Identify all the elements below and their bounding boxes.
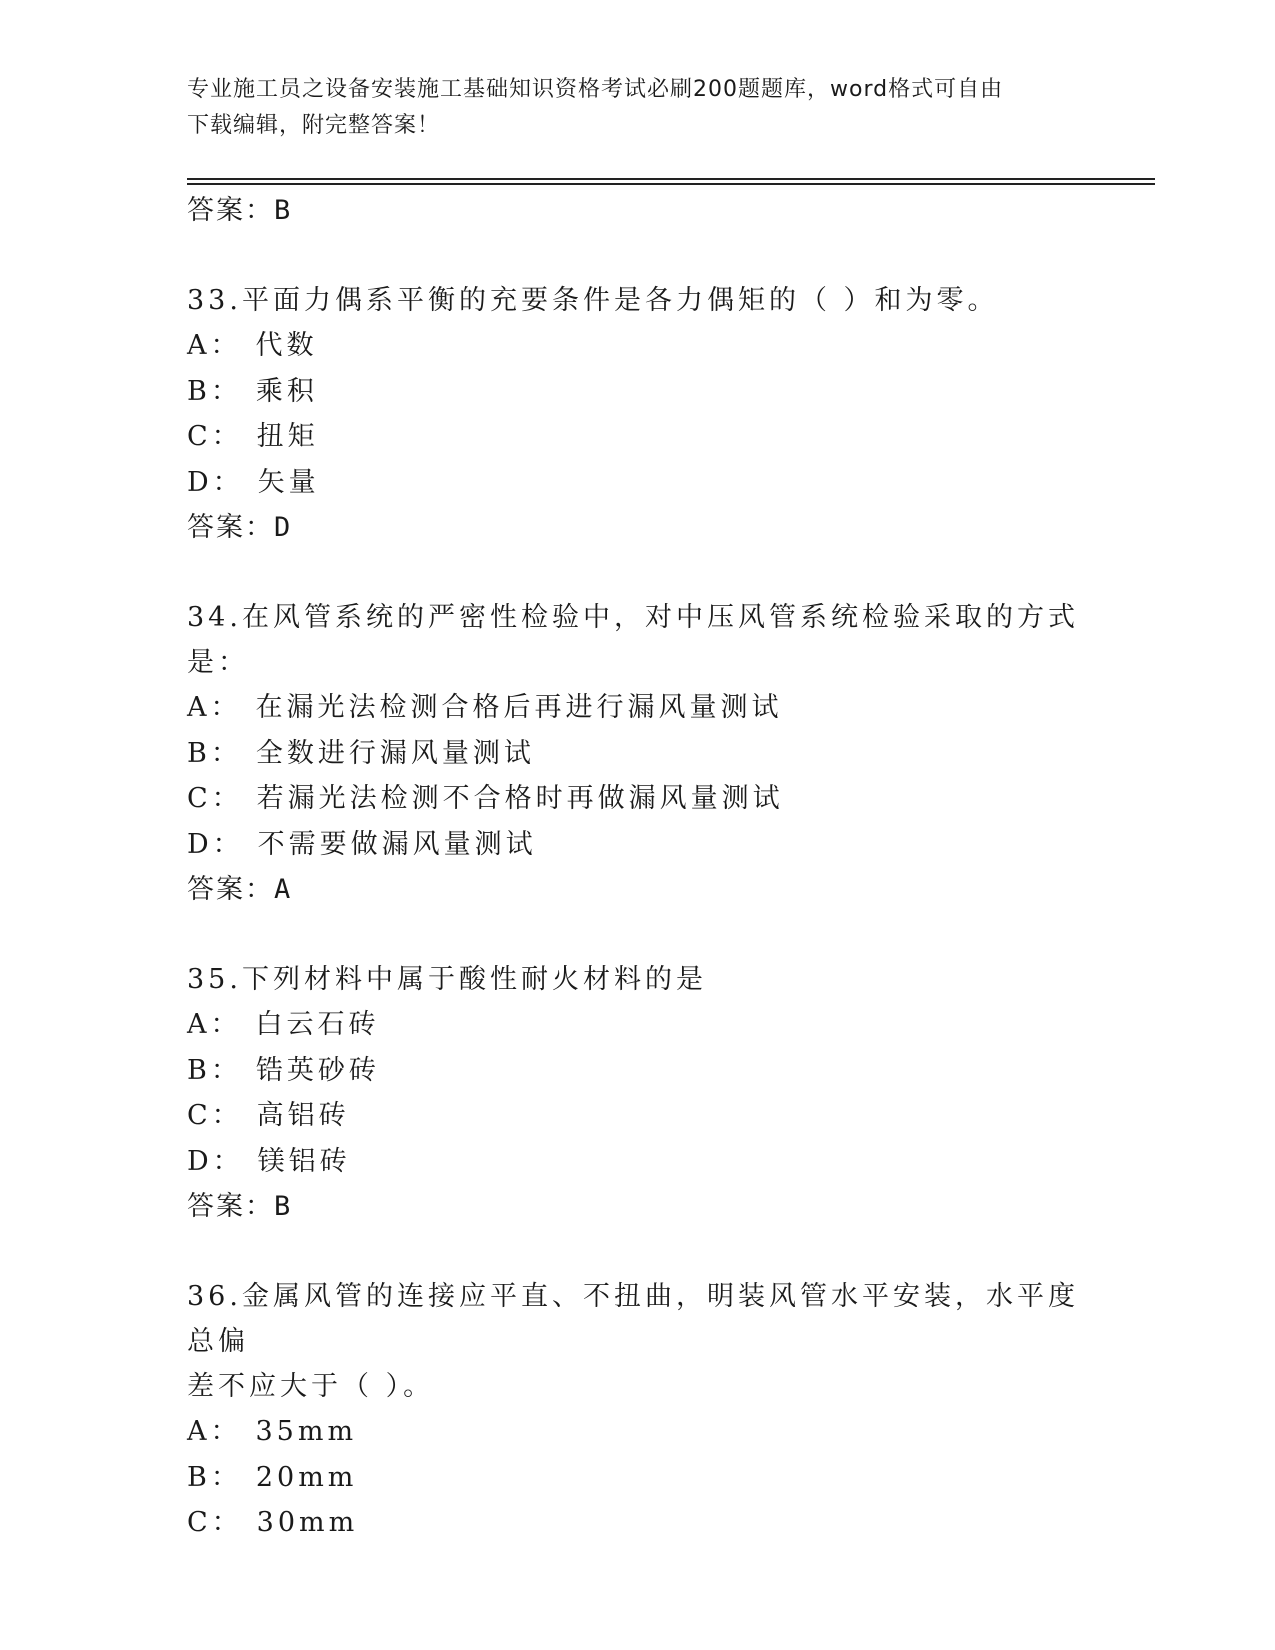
option-separator: ：	[212, 828, 244, 860]
option-separator: ：	[210, 330, 242, 361]
option-text: 扭矩	[256, 421, 319, 452]
answer-label: 答案：	[187, 512, 274, 543]
answer-label: 答案：	[187, 195, 274, 226]
option-key: A	[187, 330, 211, 361]
answer-value: B	[274, 195, 293, 226]
question-text: 34.在风管系统的严密性检验中，对中压风管系统检验采取的方式是：	[187, 602, 1079, 678]
spacer	[187, 234, 1087, 278]
option-key: B	[187, 737, 211, 769]
header-line-2: 下载编辑，附完整答案！	[187, 113, 441, 138]
option-item	[187, 776, 1087, 822]
option-text: 锆英砂砖	[255, 1054, 380, 1086]
option-text: 镁铝砖	[257, 1145, 351, 1177]
option-text: 不需要做漏风量测试	[257, 828, 537, 860]
question-block	[187, 278, 1087, 595]
option-key: A	[187, 1416, 211, 1447]
option-key: C	[187, 783, 212, 814]
option-item	[187, 369, 1087, 415]
option-item	[187, 1002, 1087, 1048]
option-text: 高铝砖	[256, 1100, 350, 1131]
header-divider-bottom	[187, 183, 1155, 185]
option-key: C	[187, 421, 212, 452]
option-item	[187, 1409, 1087, 1455]
answer-value: B	[274, 1191, 293, 1222]
option-separator: ：	[212, 1145, 244, 1177]
spacer	[187, 1230, 1087, 1274]
option-separator: ：	[211, 1507, 243, 1538]
option-text: 全数进行漏风量测试	[255, 737, 535, 769]
option-key: C	[187, 1100, 212, 1131]
option-text: 乘积	[255, 375, 318, 407]
option-text: 矢量	[257, 466, 320, 498]
option-separator: ：	[210, 1054, 242, 1086]
option-separator: ：	[210, 1461, 242, 1493]
option-text: 30mm	[256, 1507, 359, 1538]
option-key: C	[187, 1507, 212, 1538]
option-item	[187, 1139, 1087, 1185]
option-text: 若漏光法检测不合格时再做漏风量测试	[256, 783, 784, 814]
answer-line	[187, 505, 1087, 551]
option-item	[187, 822, 1087, 868]
option-key: A	[187, 1009, 211, 1040]
option-key: B	[187, 1461, 211, 1493]
question-text: 35.下列材料中属于酸性耐火材料的是	[187, 964, 707, 995]
option-item	[187, 685, 1087, 731]
questions-container	[187, 278, 1087, 1546]
question-text: 差不应大于（ ）。	[187, 1371, 435, 1402]
question-text: 33.平面力偶系平衡的充要条件是各力偶矩的（ ）和为零。	[187, 285, 999, 316]
option-separator: ：	[211, 421, 243, 452]
option-item	[187, 1500, 1087, 1546]
option-separator: ：	[211, 1100, 243, 1131]
answer-label: 答案：	[187, 874, 274, 905]
option-separator: ：	[210, 737, 242, 769]
question-list	[187, 188, 1087, 1546]
option-item	[187, 731, 1087, 777]
option-item	[187, 460, 1087, 506]
option-item	[187, 323, 1087, 369]
document-header	[187, 72, 1067, 144]
answer-line	[187, 1184, 1087, 1230]
answer-value: D	[274, 512, 293, 543]
option-text: 在漏光法检测合格后再进行漏风量测试	[255, 692, 783, 723]
option-item	[187, 1048, 1087, 1094]
option-key: B	[187, 375, 211, 407]
option-separator: ：	[210, 692, 242, 723]
option-item	[187, 1093, 1087, 1139]
question-block	[187, 957, 1087, 1274]
option-key: D	[187, 828, 213, 860]
answer-line	[187, 867, 1087, 913]
answer-value: A	[274, 874, 293, 905]
option-text: 代数	[255, 330, 318, 361]
option-separator: ：	[210, 375, 242, 407]
header-divider-top	[187, 178, 1155, 180]
question-block	[187, 1274, 1087, 1546]
option-separator: ：	[212, 466, 244, 498]
option-key: D	[187, 1145, 213, 1177]
option-key: D	[187, 466, 213, 498]
option-item	[187, 414, 1087, 460]
option-key: B	[187, 1054, 211, 1086]
header-line-1: 专业施工员之设备安装施工基础知识资格考试必刷200题题库，word格式可自由	[187, 77, 1004, 102]
option-text: 35mm	[255, 1416, 358, 1447]
option-key: A	[187, 692, 211, 723]
spacer	[187, 913, 1087, 957]
option-item	[187, 1455, 1087, 1501]
option-text: 白云石砖	[255, 1009, 380, 1040]
question-block	[187, 595, 1087, 957]
answer-line	[187, 188, 1087, 234]
option-separator: ：	[210, 1416, 242, 1447]
option-text: 20mm	[255, 1461, 358, 1493]
spacer	[187, 551, 1087, 595]
question-text: 36.金属风管的连接应平直、不扭曲，明装风管水平安装，水平度总偏	[187, 1281, 1079, 1357]
option-separator: ：	[211, 783, 243, 814]
answer-label: 答案：	[187, 1191, 274, 1222]
option-separator: ：	[210, 1009, 242, 1040]
